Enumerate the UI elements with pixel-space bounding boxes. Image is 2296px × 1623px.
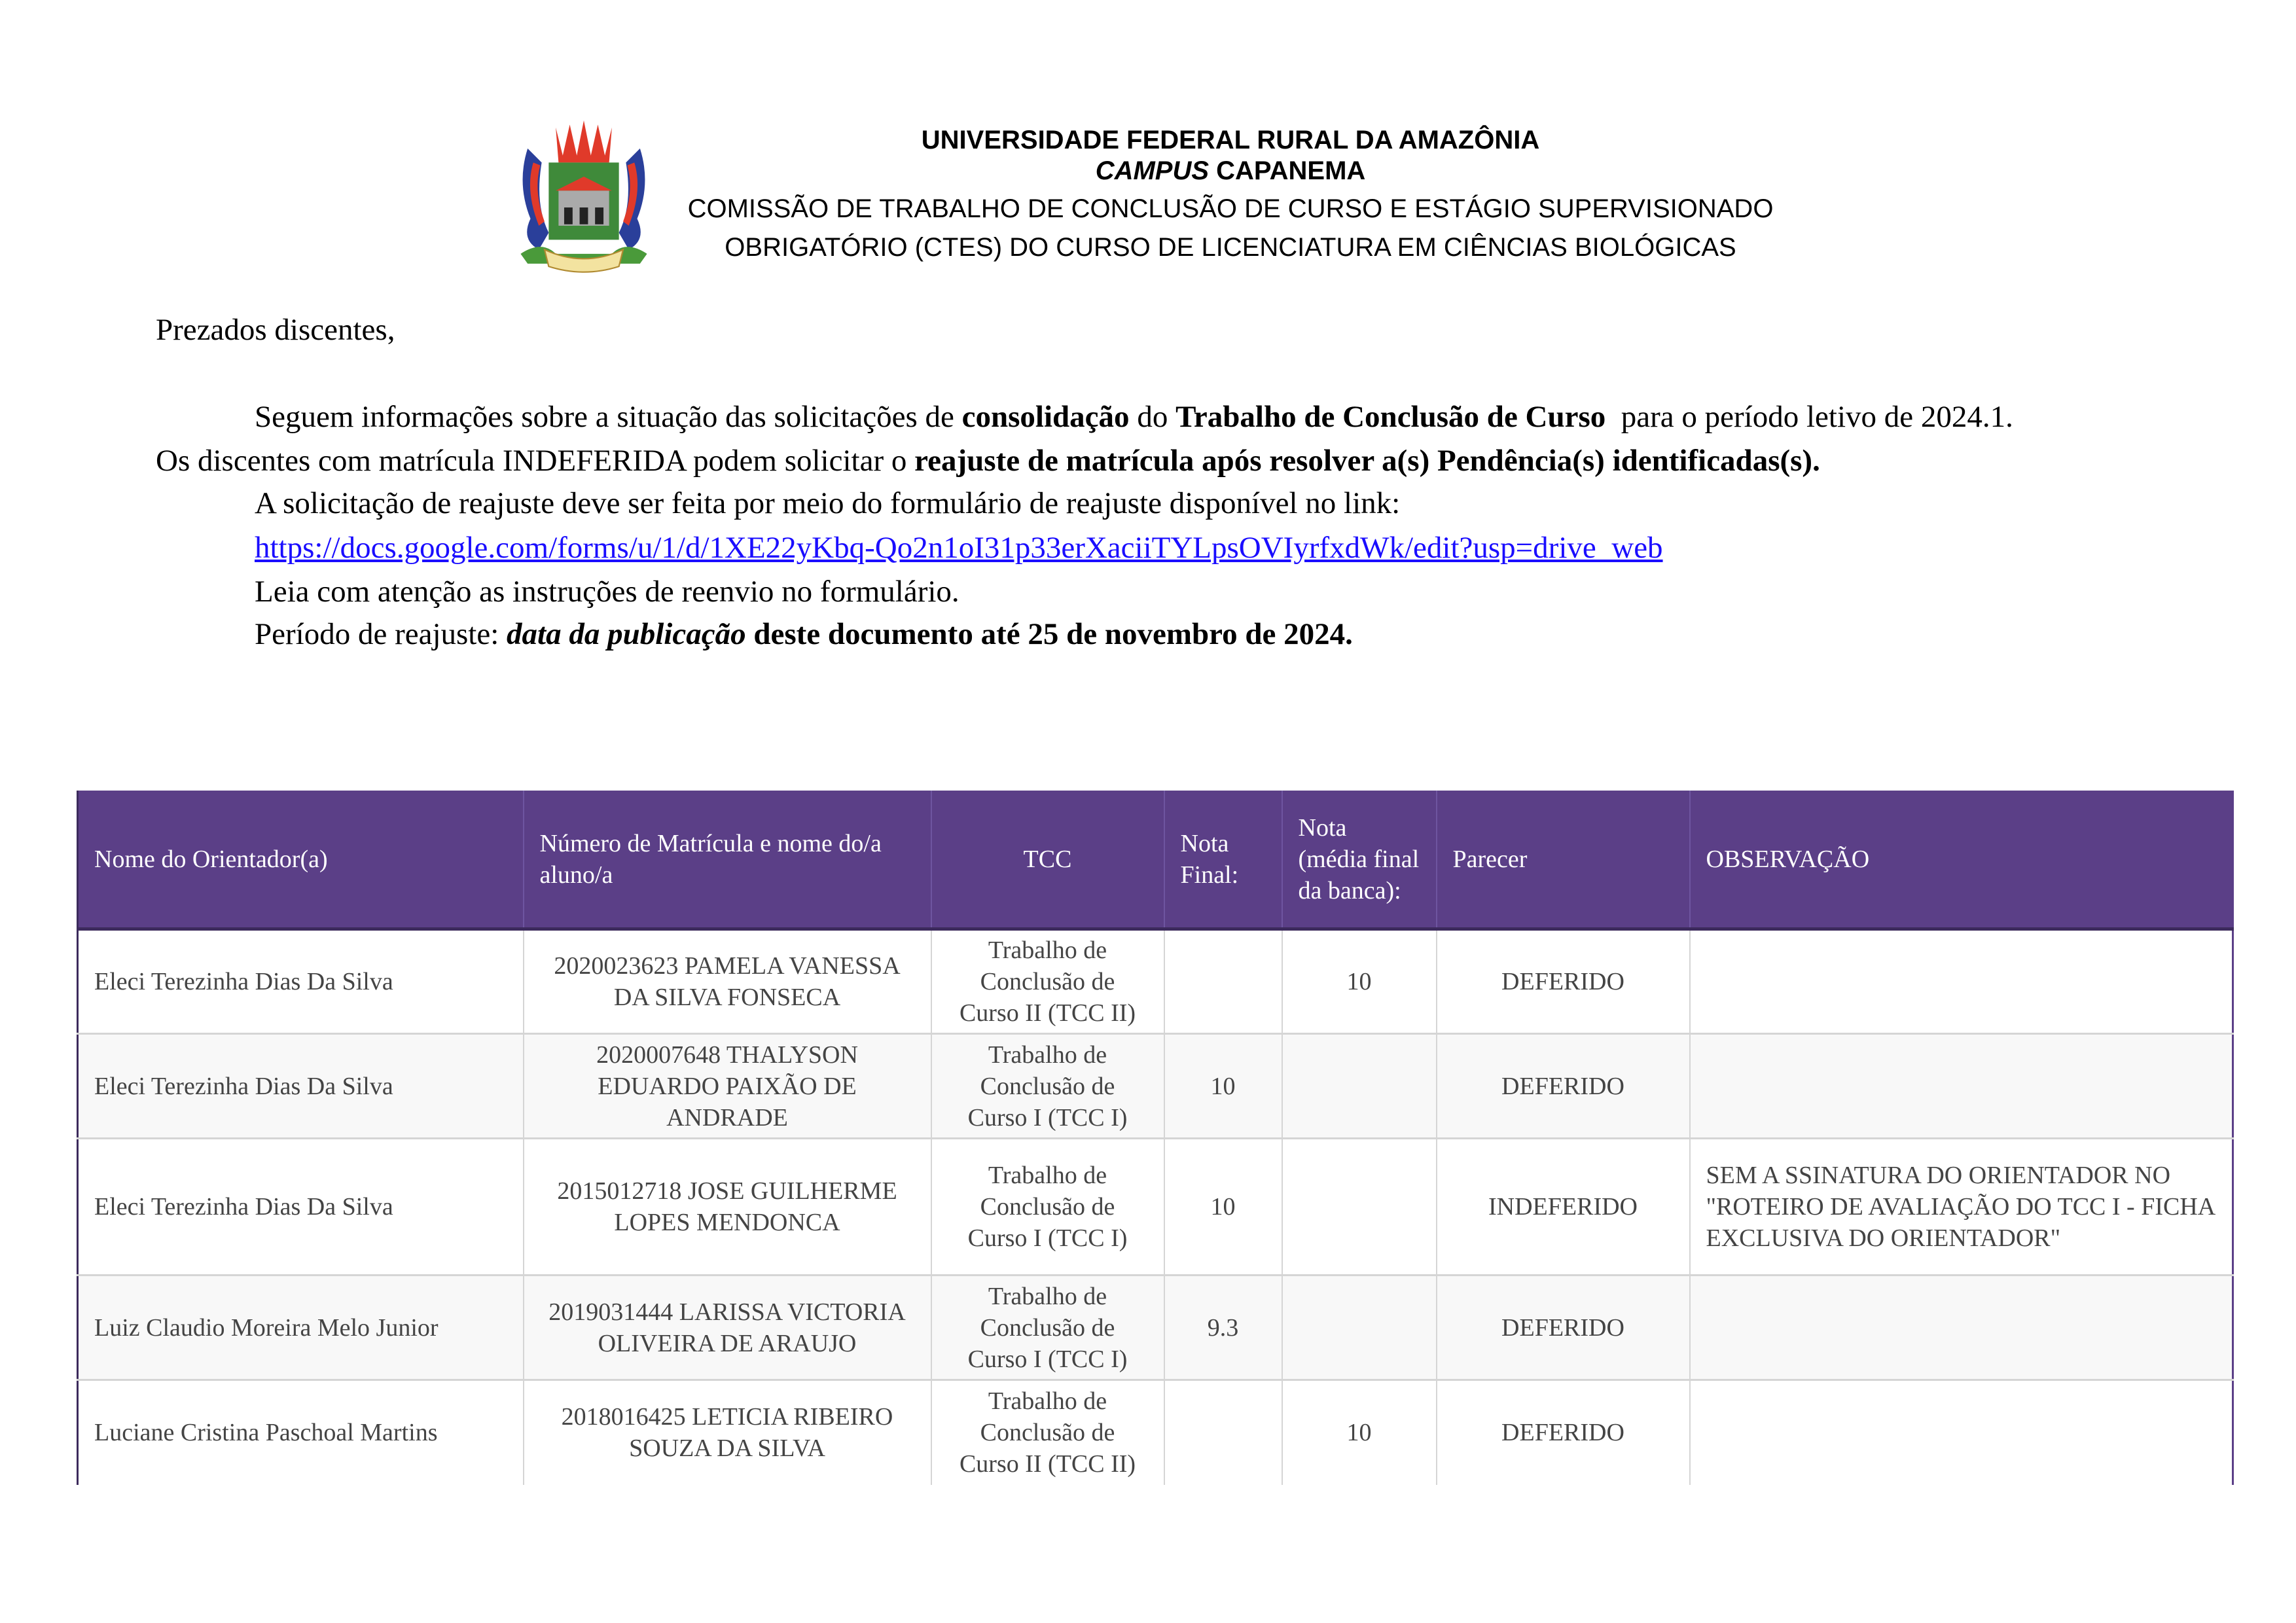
table-row [78,1034,2233,1139]
cell-parecer: DEFERIDO [1437,929,1690,1034]
cell-parecer: DEFERIDO [1437,1034,1690,1139]
cell-observacao: SEM A SSINATURA DO ORIENTADOR NO "ROTEIRO DE AVALIAÇÃO DO TCC I - FICHA EXCLUSIVA DO ORIENTADOR" [1690,1139,2233,1275]
results-table [77,791,2234,1485]
cell-nota-media [1282,1275,1437,1380]
form-link[interactable]: https://docs.google.com/forms/u/1/d/1XE22yKbq-Qo2n1oI31p33erXaciiTYLpsOVIyrfxdWk/edit?usp=drive_web [255,531,1663,565]
cell-nota-final: 10 [1164,1139,1282,1275]
cell-nota-media [1282,1139,1437,1275]
university-name: UNIVERSIDADE FEDERAL RURAL DA AMAZÔNIA [921,126,1540,154]
cell-orientador: Eleci Terezinha Dias Da Silva [78,1034,524,1139]
campus-label: CAMPUS [1095,156,1210,185]
cell-nota-final: 9.3 [1164,1275,1282,1380]
cell-nota-media: 10 [1282,929,1437,1034]
col-nota-final: Nota Final: [1164,791,1282,929]
table-row [78,1380,2233,1485]
campus-name [641,156,1820,186]
cell-nota-media [1282,1034,1437,1139]
text: do [1129,400,1176,434]
cell-observacao [1690,1380,2233,1485]
cell-parecer: DEFERIDO [1437,1380,1690,1485]
cell-observacao [1690,1275,2233,1380]
paragraph-3: A solicitação de reajuste deve ser feita por meio do formulário de reajuste disponível no link: [255,486,1401,520]
paragraph-5 [255,616,1353,652]
cell-tcc: Trabalho de Conclusão de Curso I (TCC I) [931,1139,1164,1275]
cell-observacao [1690,929,2233,1034]
text: Seguem informações sobre a situação das solicitações de [255,400,962,434]
commission-line-1: COMISSÃO DE TRABALHO DE CONCLUSÃO DE CURSO E ESTÁGIO SUPERVISIONADO [687,194,1774,223]
paragraph-4: Leia com atenção as instruções de reenvio no formulário. [255,575,960,609]
cell-aluno: 2019031444 LARISSA VICTORIA OLIVEIRA DE ARAUJO [524,1275,931,1380]
cell-nota-final [1164,1380,1282,1485]
text: Os discentes com matrícula INDEFERIDA podem solicitar o [156,444,915,478]
text-bold: Trabalho de Conclusão de Curso [1175,400,1606,434]
cell-nota-final [1164,929,1282,1034]
greeting: Prezados discentes, [156,313,395,347]
cell-orientador: Eleci Terezinha Dias Da Silva [78,1139,524,1275]
cell-tcc: Trabalho de Conclusão de Curso II (TCC II) [931,929,1164,1034]
campus-city: CAPANEMA [1216,156,1366,185]
text-bold: deste documento até 25 de novembro de 2024. [745,617,1353,651]
cell-observacao [1690,1034,2233,1139]
cell-orientador: Luciane Cristina Paschoal Martins [78,1380,524,1485]
col-tcc: TCC [931,791,1164,929]
col-aluno: Número de Matrícula e nome do/a aluno/a [524,791,931,929]
cell-aluno: 2018016425 LETICIA RIBEIRO SOUZA DA SILVA [524,1380,931,1485]
text: Período de reajuste: [255,617,507,651]
cell-tcc: Trabalho de Conclusão de Curso I (TCC I) [931,1275,1164,1380]
text: para o período letivo de 2024.1. [1605,400,2013,434]
table-row [78,1275,2233,1380]
cell-orientador: Eleci Terezinha Dias Da Silva [78,929,524,1034]
table-header-row [78,791,2233,929]
cell-aluno: 2015012718 JOSE GUILHERME LOPES MENDONCA [524,1139,931,1275]
text-bold-italic: data da publicação [507,617,746,651]
cell-nota-media: 10 [1282,1380,1437,1485]
cell-aluno: 2020023623 PAMELA VANESSA DA SILVA FONSECA [524,929,931,1034]
cell-nota-final: 10 [1164,1034,1282,1139]
cell-tcc: Trabalho de Conclusão de Curso I (TCC I) [931,1034,1164,1139]
text-bold: reajuste de matrícula após resolver a(s) Pendência(s) identificadas(s). [914,444,1820,478]
col-nota-media: Nota (média final da banca): [1282,791,1437,929]
text-bold: consolidação [961,400,1130,434]
cell-tcc: Trabalho de Conclusão de Curso II (TCC II) [931,1380,1164,1485]
commission-line-2: OBRIGATÓRIO (CTES) DO CURSO DE LICENCIATURA EM CIÊNCIAS BIOLÓGICAS [725,233,1736,262]
cell-parecer: DEFERIDO [1437,1275,1690,1380]
cell-aluno: 2020007648 THALYSON EDUARDO PAIXÃO DE ANDRADE [524,1034,931,1139]
col-observacao: OBSERVAÇÃO [1690,791,2233,929]
cell-parecer: INDEFERIDO [1437,1139,1690,1275]
paragraph-2 [156,442,1820,479]
university-crest-logo [512,120,655,275]
table-row [78,1139,2233,1275]
cell-orientador: Luiz Claudio Moreira Melo Junior [78,1275,524,1380]
table-row [78,929,2233,1034]
paragraph-1 [255,399,2013,435]
col-orientador: Nome do Orientador(a) [78,791,524,929]
col-parecer: Parecer [1437,791,1690,929]
